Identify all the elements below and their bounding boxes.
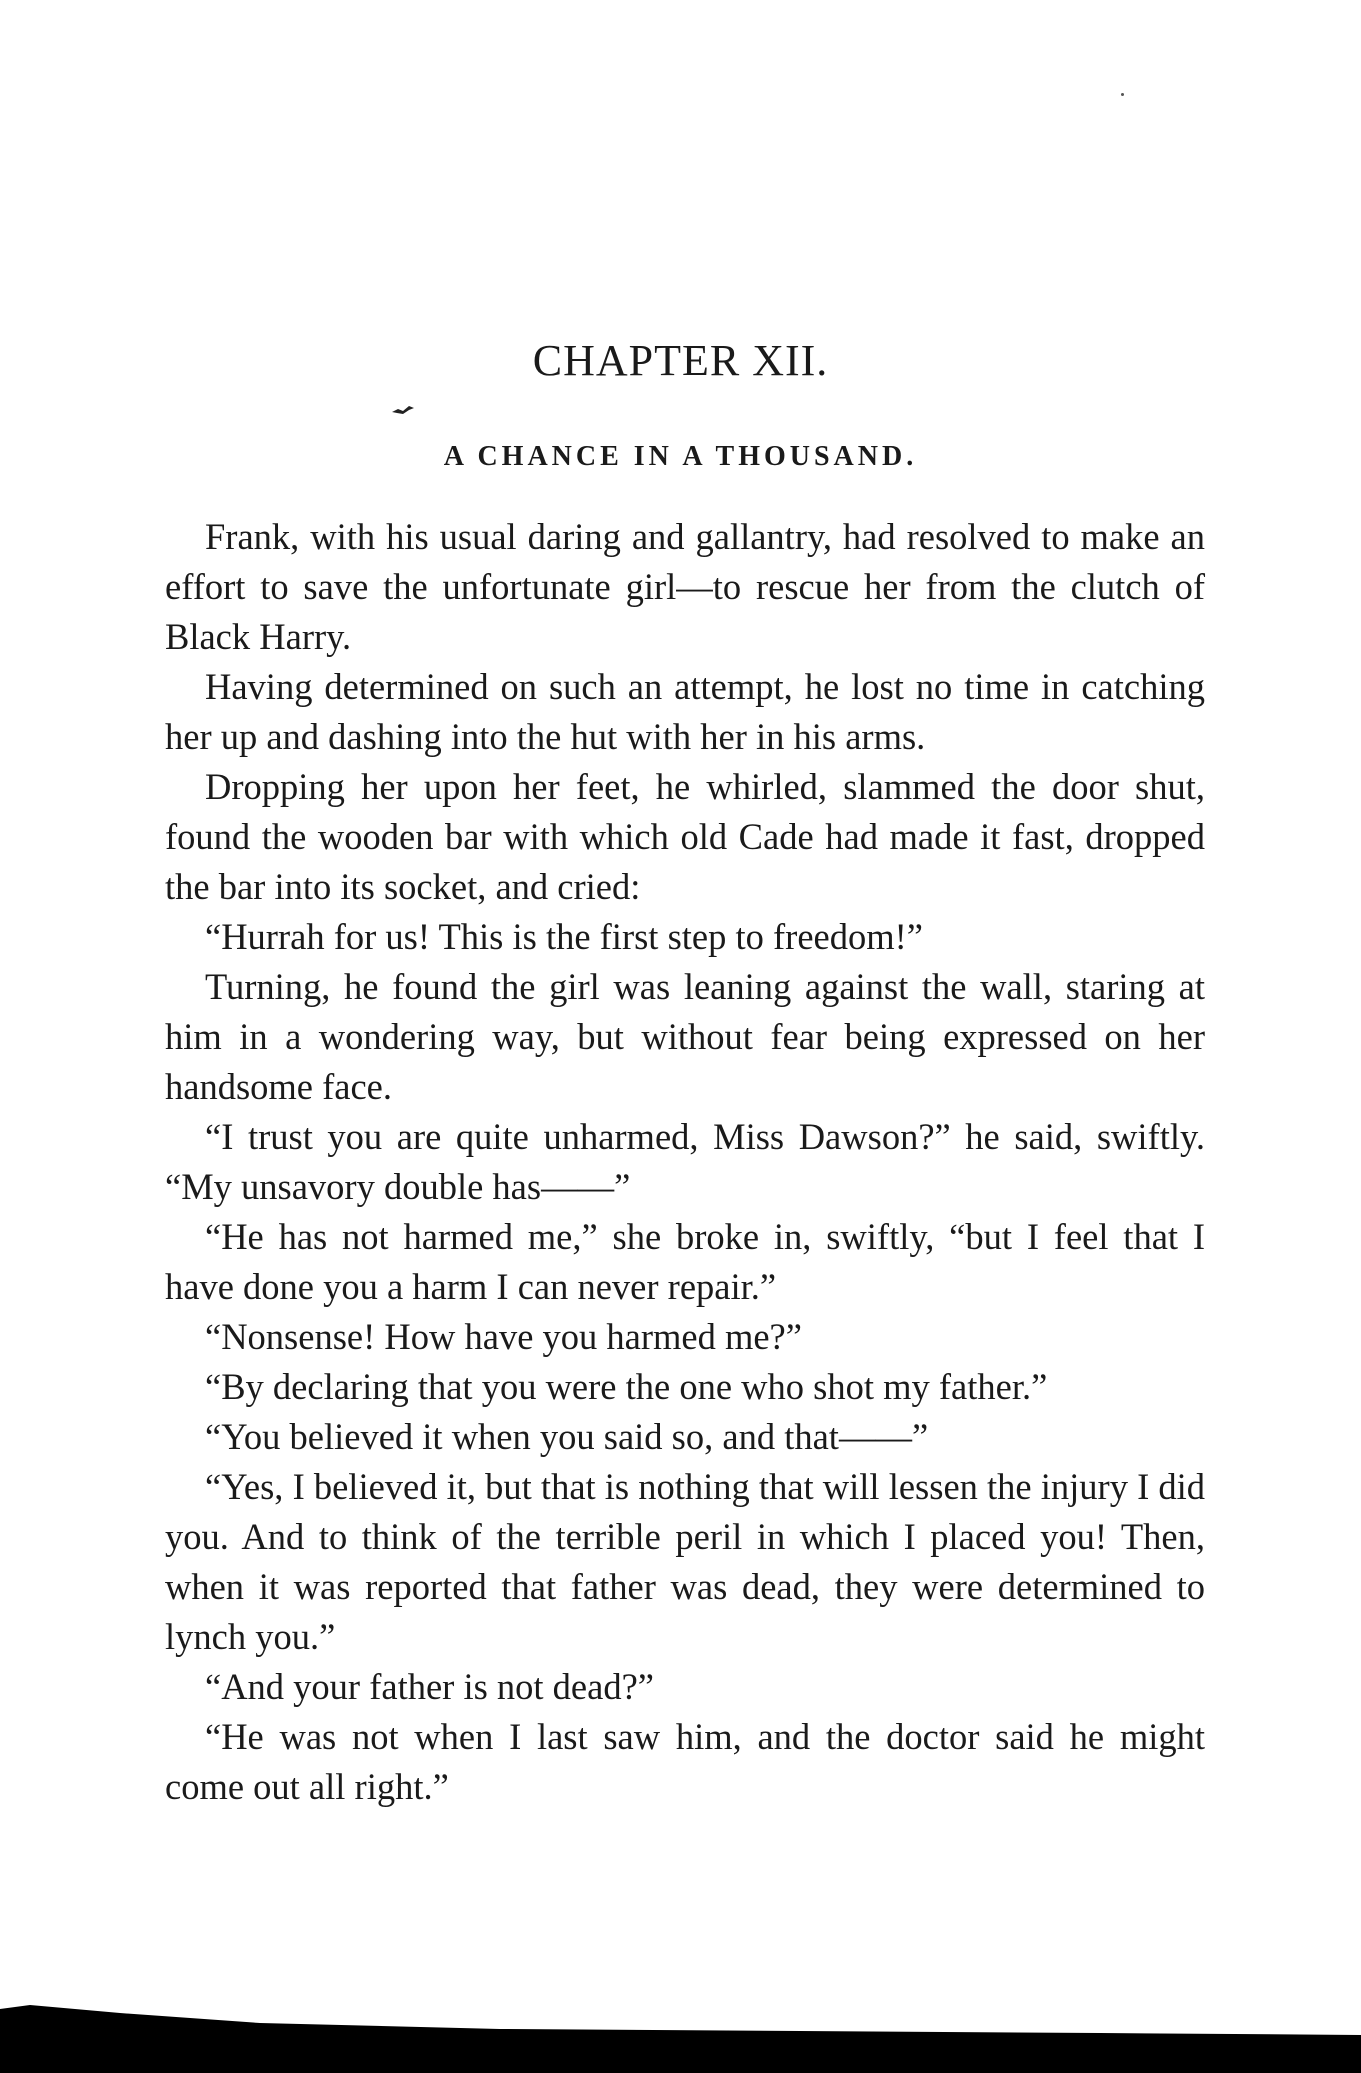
paragraph: “Nonsense! How have you harmed me?” [205,1316,802,1357]
print-speck [1121,93,1124,96]
chapter-body [165,512,1205,1812]
page-edge-shadow [0,2005,1361,2073]
paragraph: “He has not harmed me,” she broke in, swiftly, “but I feel that I have done you a harm I can never repair.” [165,1216,1205,1307]
paragraph: “He was not when I last saw him, and the doctor said he might come out all right.” [165,1716,1205,1807]
paragraph: “You believed it when you said so, and that——” [205,1416,929,1457]
chapter-subtitle: A CHANCE IN A THOUSAND. [443,441,918,472]
paragraph: Having determined on such an attempt, he lost no time in catching her up and dashing into the hut with her in his arms. [165,666,1205,757]
ornament-icon [390,403,416,415]
paragraph: Frank, with his usual daring and gallantry, had resolved to make an effort to save the unfortunate girl—to rescue her from the clutch of Black Harry. [165,516,1205,657]
paragraph: “I trust you are quite unharmed, Miss Dawson?” he said, swiftly. “My unsavory double has——” [165,1116,1205,1207]
paragraph: Dropping her upon her feet, he whirled, slammed the door shut, found the wooden bar with which old Cade had made it fast, dropped the bar into its socket, and cried: [165,766,1205,907]
paragraph: Turning, he found the girl was leaning against the wall, staring at him in a wondering way, but without fear being expressed on her handsome face. [165,966,1205,1107]
paragraph: “Yes, I believed it, but that is nothing that will lessen the injury I did you. And to think of the terrible peril in which I placed you! Then, when it was reported that father was dead, they were determined to lynch you.” [165,1466,1205,1657]
paragraph: “And your father is not dead?” [205,1666,654,1707]
paragraph: “Hurrah for us! This is the first step to freedom!” [205,916,923,957]
paragraph: “By declaring that you were the one who shot my father.” [205,1366,1048,1407]
chapter-title: CHAPTER XII. [532,336,829,385]
